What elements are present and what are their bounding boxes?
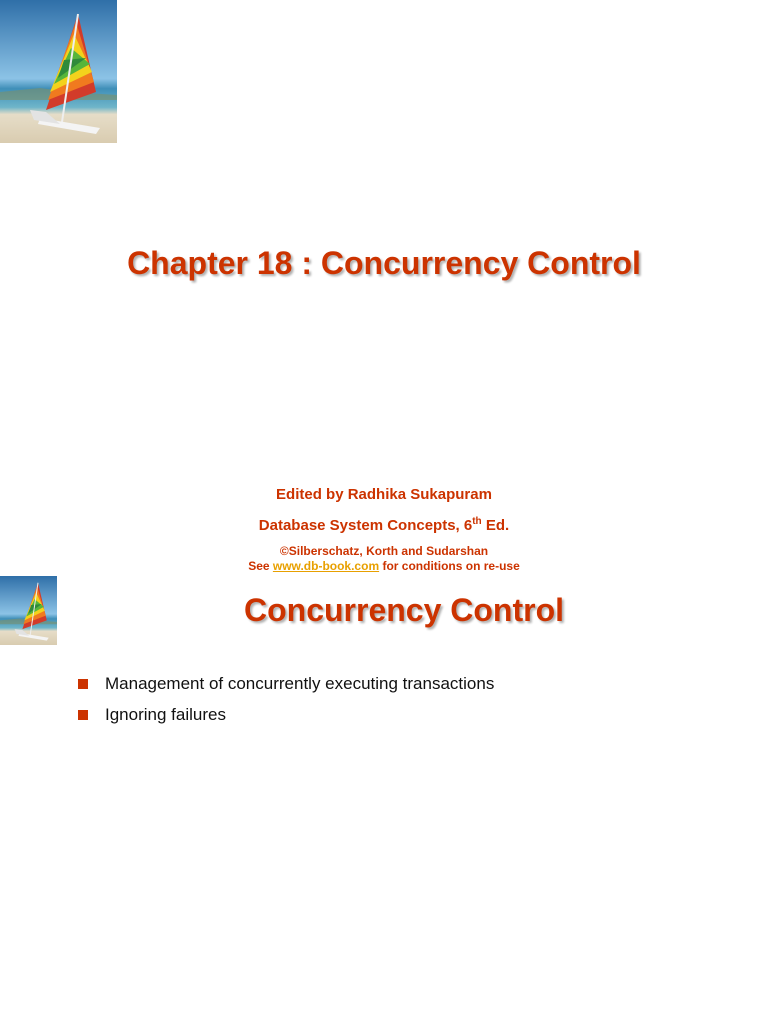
- bullet-list: [76, 673, 494, 735]
- book-edition-superscript: th: [472, 516, 482, 527]
- list-item: [76, 673, 494, 704]
- editor-credit: Edited by Radhika Sukapuram: [276, 486, 492, 503]
- book-edition-suffix: Ed.: [481, 517, 510, 534]
- chapter-title: Chapter 18 : Concurrency Control: [127, 245, 641, 281]
- book-title: Database System Concepts, 6: [258, 517, 473, 534]
- db-book-link[interactable]: www.db-book.com: [272, 559, 380, 573]
- copyright-line: ©Silberschatz, Korth and Sudarshan: [279, 544, 489, 558]
- reuse-suffix: for conditions on re-use: [379, 559, 520, 573]
- content-slide: [0, 576, 768, 1024]
- list-item: [76, 704, 494, 735]
- reuse-notice: [0, 559, 768, 573]
- reuse-prefix: See: [248, 559, 273, 573]
- book-credit: [0, 516, 768, 534]
- bullet-text: Management of concurrently executing transactions: [105, 674, 495, 693]
- square-bullet-icon: [78, 710, 88, 720]
- slide-title: Concurrency Control: [243, 592, 565, 628]
- bullet-text: Ignoring failures: [105, 705, 226, 724]
- square-bullet-icon: [78, 679, 88, 689]
- sailboat-logo-icon: [0, 0, 117, 143]
